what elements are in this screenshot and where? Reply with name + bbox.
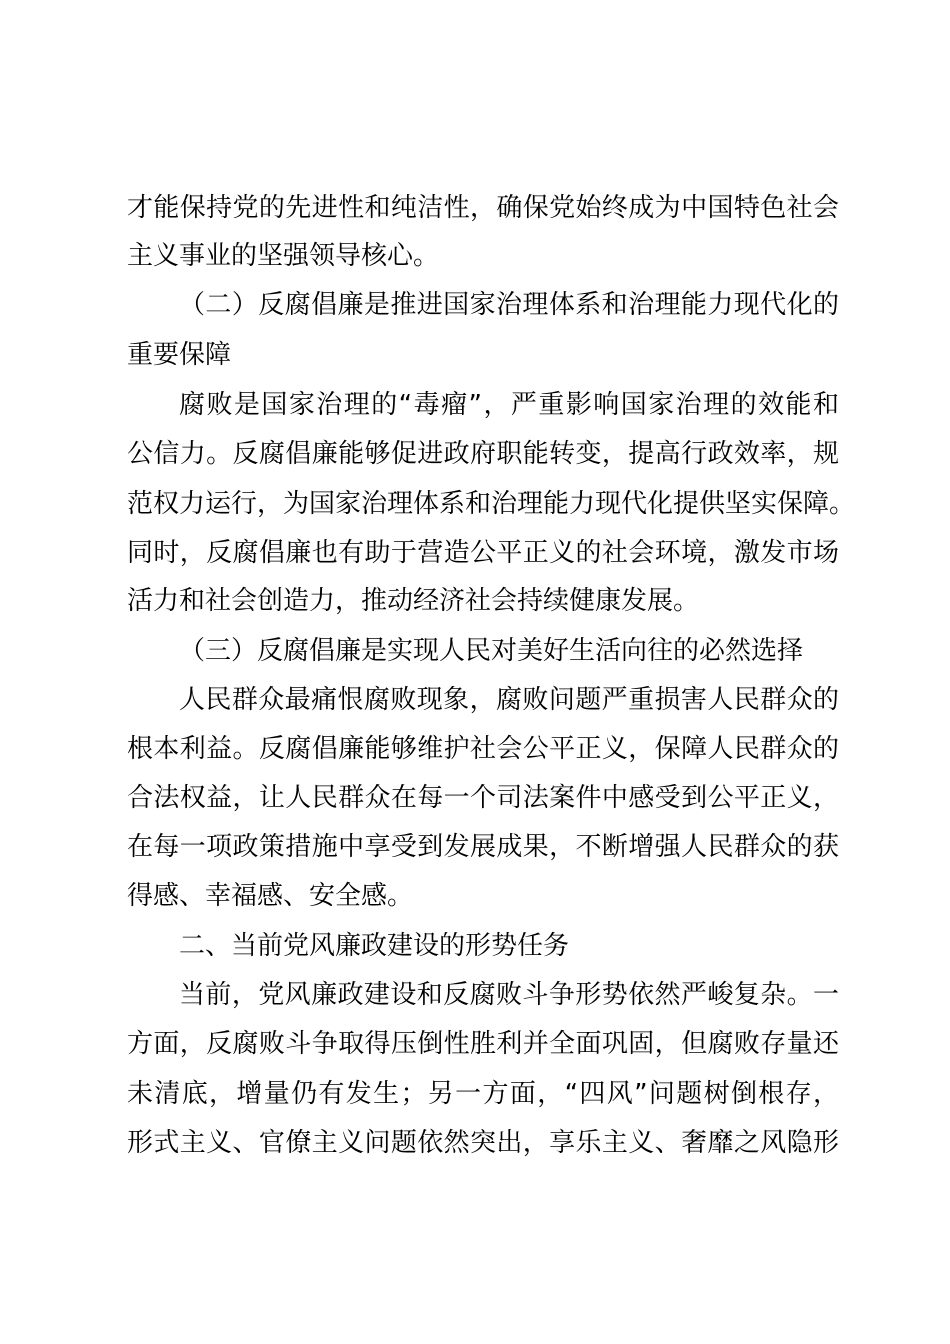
text-line: 形式主义、官僚主义问题依然突出，享乐主义、奢靡之风隐形: [127, 1128, 839, 1158]
text-line: 腐败是国家治理的“毒瘤”，严重影响国家治理的效能和: [179, 390, 839, 420]
text-line: 合法权益，让人民群众在每一个司法案件中感受到公平正义，: [127, 783, 839, 813]
text-line: 当前，党风廉政建设和反腐败斗争形势依然严峻复杂。一: [179, 980, 839, 1010]
text-line: 才能保持党的先进性和纯洁性，确保党始终成为中国特色社会: [127, 193, 839, 223]
text-line: 公信力。反腐倡廉能够促进政府职能转变，提高行政效率，规: [127, 439, 839, 469]
section-heading: 重要保障: [127, 340, 232, 370]
text-line: 范权力运行，为国家治理体系和治理能力现代化提供坚实保障。: [127, 489, 856, 519]
text-line: 得感、幸福感、安全感。: [127, 881, 414, 911]
section-heading: （二）反腐倡廉是推进国家治理体系和治理能力现代化的: [179, 290, 839, 320]
text-line: 活力和社会创造力，推动经济社会持续健康发展。: [127, 586, 700, 616]
text-line: 同时，反腐倡廉也有助于营造公平正义的社会环境，激发市场: [127, 538, 839, 568]
text-line: 未清底，增量仍有发生；另一方面，“四风”问题树倒根存，: [127, 1079, 839, 1109]
text-line: 主义事业的坚强领导核心。: [127, 241, 440, 271]
text-line: 在每一项政策措施中享受到发展成果，不断增强人民群众的获: [127, 832, 839, 862]
text-line: 根本利益。反腐倡廉能够维护社会公平正义，保障人民群众的: [127, 734, 839, 764]
section-heading: （三）反腐倡廉是实现人民对美好生活向往的必然选择: [179, 636, 804, 666]
chapter-heading: 二、当前党风廉政建设的形势任务: [179, 931, 570, 961]
text-line: 方面，反腐败斗争取得压倒性胜利并全面巩固，但腐败存量还: [127, 1029, 839, 1059]
text-line: 人民群众最痛恨腐败现象，腐败问题严重损害人民群众的: [179, 685, 839, 715]
